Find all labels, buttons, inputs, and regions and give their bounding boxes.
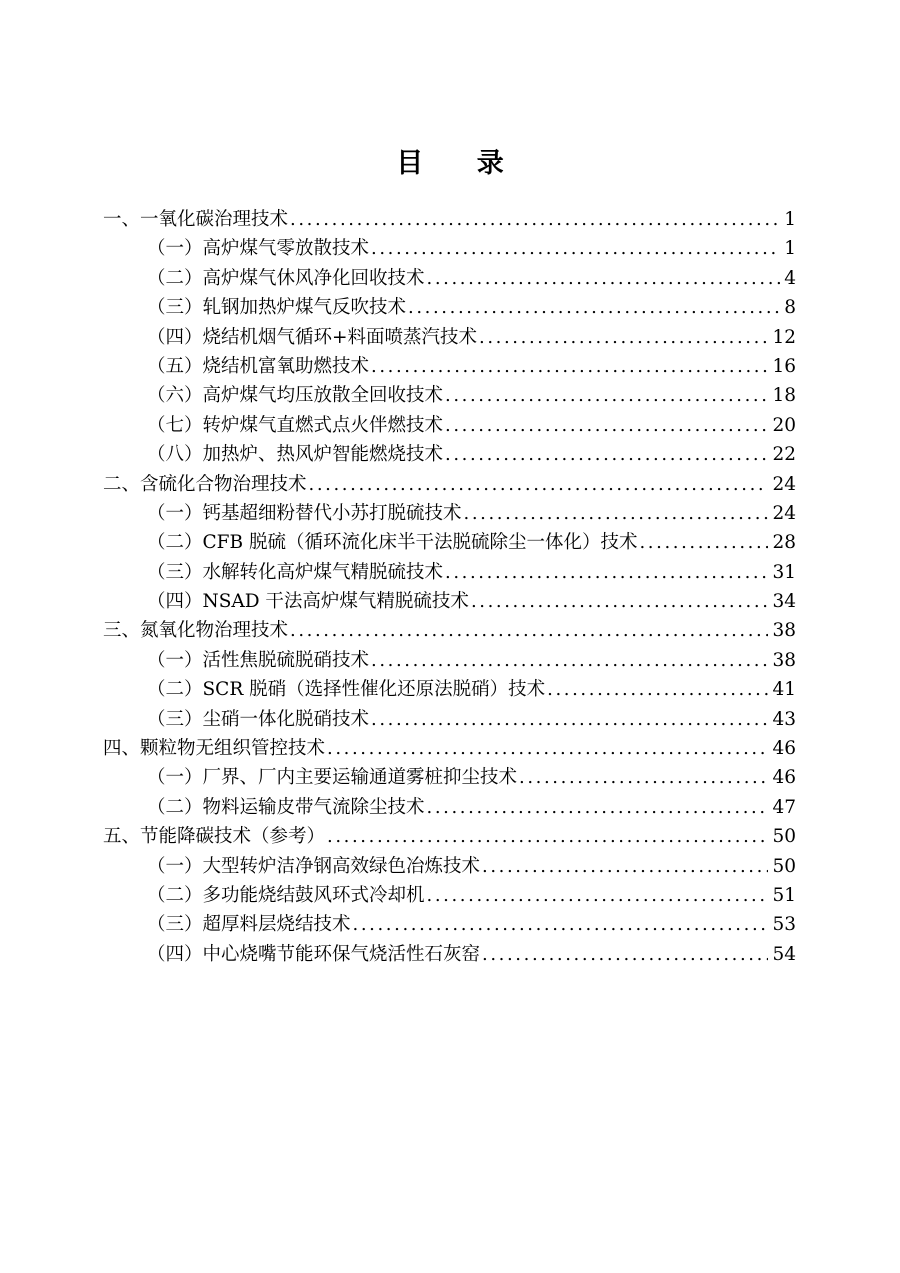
toc-entry-title: （一）厂界、厂内主要运输通道雾桩抑尘技术	[147, 767, 518, 789]
toc-leader-dots	[482, 852, 768, 881]
toc-entry-title: （二）CFB 脱硫（循环流化床半干法脱硫除尘一体化）技术	[147, 532, 638, 554]
toc-section-entry[interactable]	[103, 616, 796, 645]
toc-subsection-entry[interactable]	[103, 646, 796, 675]
toc-leader-dots	[427, 793, 769, 822]
toc-page-number: 54	[772, 943, 796, 965]
toc-leader-dots	[371, 646, 768, 675]
toc-leader-dots	[445, 411, 768, 440]
toc-page-number: 50	[772, 826, 796, 848]
toc-page-number: 1	[784, 238, 796, 260]
toc-entry-title: 四、颗粒物无组织管控技术	[103, 738, 326, 760]
toc-page-number: 31	[772, 561, 796, 583]
toc-subsection-entry[interactable]	[103, 499, 796, 528]
toc-entry-title: （三）尘硝一体化脱硝技术	[147, 708, 370, 730]
toc-subsection-entry[interactable]	[103, 381, 796, 410]
toc-page-number: 24	[772, 502, 796, 524]
toc-leader-dots	[290, 616, 768, 645]
toc-entry-title: 五、节能降碳技术（参考）	[103, 826, 326, 848]
toc-leader-dots	[471, 587, 769, 616]
toc-entry-title: （一）大型转炉洁净钢高效绿色冶炼技术	[147, 855, 481, 877]
toc-leader-dots	[482, 940, 768, 969]
toc-page-number: 41	[772, 679, 796, 701]
toc-entry-title: 二、含硫化合物治理技术	[103, 473, 307, 495]
toc-entry-title: （二）SCR 脱硝（选择性催化还原法脱硝）技术	[147, 679, 546, 701]
toc-leader-dots	[327, 822, 768, 851]
toc-page-number: 34	[772, 591, 796, 613]
toc-leader-dots	[445, 381, 768, 410]
toc-page-number: 4	[784, 267, 796, 289]
toc-page-number: 43	[772, 708, 796, 730]
toc-entry-title: （六）高炉煤气均压放散全回收技术	[147, 385, 444, 407]
toc-subsection-entry[interactable]	[103, 881, 796, 910]
toc-entry-title: （四）烧结机烟气循环+料面喷蒸汽技术	[147, 326, 478, 348]
toc-subsection-entry[interactable]	[103, 528, 796, 557]
toc-page-number: 51	[772, 884, 796, 906]
toc-subsection-entry[interactable]	[103, 352, 796, 381]
toc-entry-title: （三）超厚料层烧结技术	[147, 914, 351, 936]
toc-leader-dots	[309, 470, 769, 499]
toc-subsection-entry[interactable]	[103, 675, 796, 704]
toc-page-number: 28	[772, 532, 796, 554]
toc-subsection-entry[interactable]	[103, 587, 796, 616]
toc-entry-title: （三）轧钢加热炉煤气反吹技术	[147, 297, 407, 319]
toc-entry-title: （三）水解转化高炉煤气精脱硫技术	[147, 561, 444, 583]
toc-page-number: 38	[772, 649, 796, 671]
toc-leader-dots	[519, 763, 768, 792]
toc-section-entry[interactable]	[103, 734, 796, 763]
toc-subsection-entry[interactable]	[103, 264, 796, 293]
toc-leader-dots	[427, 264, 781, 293]
toc-page-number: 53	[772, 914, 796, 936]
toc-entry-title: （二）高炉煤气休风净化回收技术	[147, 267, 425, 289]
toc-entry-title: （一）高炉煤气零放散技术	[147, 238, 370, 260]
toc-page-number: 22	[772, 444, 796, 466]
toc-leader-dots	[327, 734, 768, 763]
toc-page-number: 24	[772, 473, 796, 495]
toc-page-number: 46	[772, 767, 796, 789]
toc-leader-dots	[290, 205, 780, 234]
toc-page-number: 18	[772, 385, 796, 407]
toc-entry-title: 一、一氧化碳治理技术	[103, 209, 289, 230]
toc-section-entry[interactable]	[103, 470, 796, 499]
toc-leader-dots	[479, 323, 768, 352]
toc-leader-dots	[427, 881, 769, 910]
toc-entry-title: 三、氮氧化物治理技术	[103, 620, 289, 642]
toc-page-number: 8	[784, 297, 796, 319]
toc-page-number: 16	[772, 355, 796, 377]
toc-page-number: 50	[772, 855, 796, 877]
toc-subsection-entry[interactable]	[103, 793, 796, 822]
toc-entry-title: （四）NSAD 干法高炉煤气精脱硫技术	[147, 591, 469, 613]
toc-subsection-entry[interactable]	[103, 705, 796, 734]
toc-page-number: 1	[784, 209, 796, 230]
toc-leader-dots	[639, 528, 768, 557]
toc-subsection-entry[interactable]	[103, 940, 796, 969]
toc-subsection-entry[interactable]	[103, 558, 796, 587]
toc-subsection-entry[interactable]	[103, 852, 796, 881]
toc-subsection-entry[interactable]	[103, 411, 796, 440]
toc-subsection-entry[interactable]	[103, 440, 796, 469]
toc-entry-title: （一）钙基超细粉替代小苏打脱硫技术	[147, 502, 462, 524]
toc-entry-title: （七）转炉煤气直燃式点火伴燃技术	[147, 414, 444, 436]
toc-subsection-entry[interactable]	[103, 323, 796, 352]
toc-leader-dots	[445, 558, 768, 587]
toc-entry-title: （二）物料运输皮带气流除尘技术	[147, 796, 425, 818]
toc-subsection-entry[interactable]	[103, 293, 796, 322]
toc-leader-dots	[371, 234, 780, 263]
toc-title: 目 录	[396, 148, 526, 179]
toc-page-number: 46	[772, 738, 796, 760]
toc-subsection-entry[interactable]	[103, 234, 796, 263]
toc-entry-title: （五）烧结机富氧助燃技术	[147, 355, 370, 377]
toc-list	[103, 205, 796, 969]
toc-entry-title: （二）多功能烧结鼓风环式冷却机	[147, 884, 425, 906]
toc-entry-title: （四）中心烧嘴节能环保气烧活性石灰窑	[147, 943, 481, 965]
toc-entry-title: （八）加热炉、热风炉智能燃烧技术	[147, 444, 444, 466]
toc-leader-dots	[353, 910, 769, 939]
toc-leader-dots	[445, 440, 768, 469]
toc-leader-dots	[371, 705, 768, 734]
toc-leader-dots	[408, 293, 780, 322]
toc-leader-dots	[371, 352, 768, 381]
toc-subsection-entry[interactable]	[103, 910, 796, 939]
toc-page-number: 12	[772, 326, 796, 348]
toc-section-entry[interactable]	[103, 822, 796, 851]
toc-page-number: 20	[772, 414, 796, 436]
toc-page-number: 47	[772, 796, 796, 818]
toc-page-number: 38	[772, 620, 796, 642]
toc-entry-title: （一）活性焦脱硫脱硝技术	[147, 649, 370, 671]
toc-leader-dots	[464, 499, 769, 528]
toc-section-entry[interactable]	[103, 205, 796, 234]
toc-subsection-entry[interactable]	[103, 763, 796, 792]
toc-leader-dots	[547, 675, 768, 704]
